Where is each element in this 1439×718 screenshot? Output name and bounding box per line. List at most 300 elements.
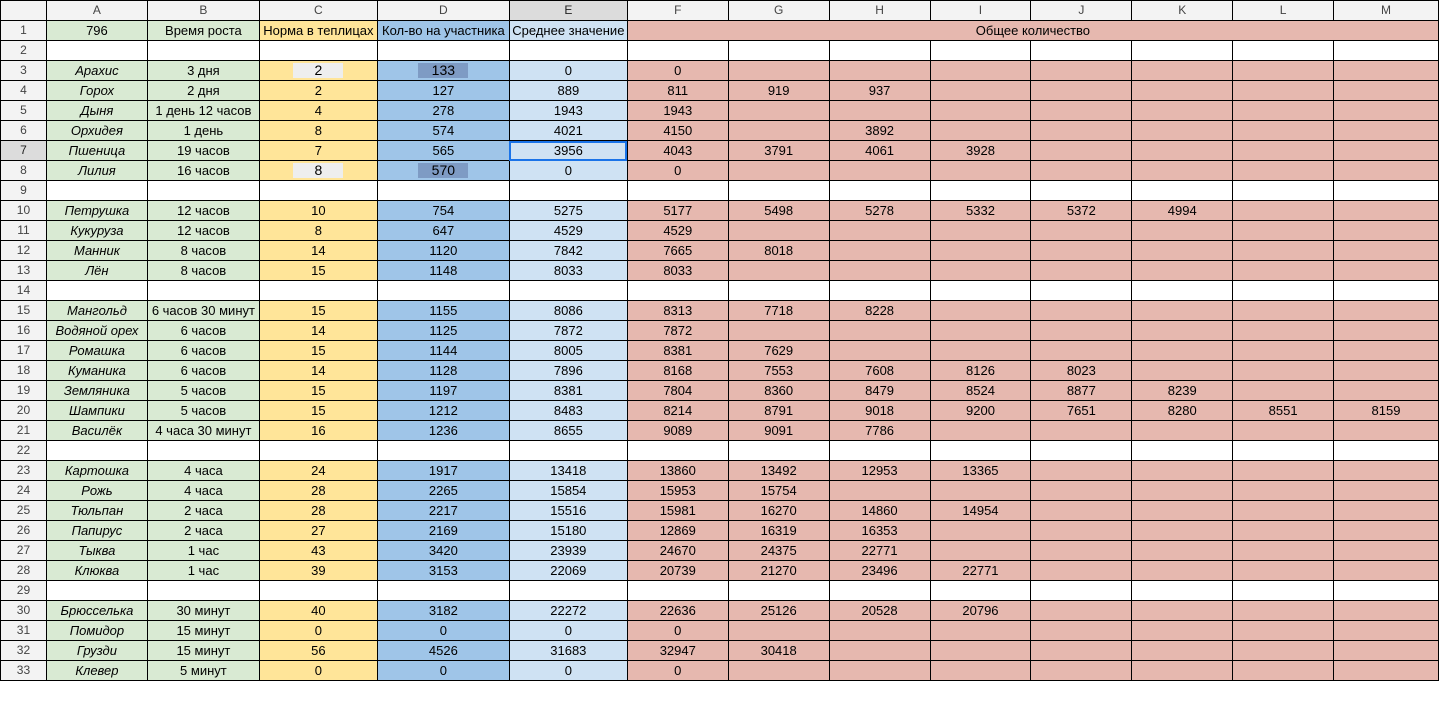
cell-k32[interactable]: [1132, 641, 1233, 661]
cell-m3[interactable]: [1334, 61, 1439, 81]
cell-g25[interactable]: 16270: [728, 501, 829, 521]
cell-d25[interactable]: 2217: [377, 501, 509, 521]
row-header[interactable]: 30: [1, 601, 47, 621]
cell-m5[interactable]: [1334, 101, 1439, 121]
cell-f8[interactable]: 0: [627, 161, 728, 181]
cell-c6[interactable]: 8: [259, 121, 377, 141]
cell-c3[interactable]: [259, 61, 377, 81]
cell-j7[interactable]: [1031, 141, 1132, 161]
cell-m20[interactable]: 8159: [1334, 401, 1439, 421]
cell-h32[interactable]: [829, 641, 930, 661]
cell-c31[interactable]: 0: [259, 621, 377, 641]
cell-l3[interactable]: [1233, 61, 1334, 81]
row-header[interactable]: 22: [1, 441, 47, 461]
cell-l15[interactable]: [1233, 301, 1334, 321]
cell-j26[interactable]: [1031, 521, 1132, 541]
cell-d8[interactable]: [377, 161, 509, 181]
cell-l17[interactable]: [1233, 341, 1334, 361]
row-header[interactable]: 1: [1, 21, 47, 41]
cell-h33[interactable]: [829, 661, 930, 681]
cell-h6[interactable]: 3892: [829, 121, 930, 141]
cell-c2[interactable]: [259, 41, 377, 61]
cell-e28[interactable]: 22069: [509, 561, 627, 581]
cell-c20[interactable]: 15: [259, 401, 377, 421]
cell-l23[interactable]: [1233, 461, 1334, 481]
cell-g22[interactable]: [728, 441, 829, 461]
cell-e25[interactable]: 15516: [509, 501, 627, 521]
cell-c27[interactable]: 43: [259, 541, 377, 561]
cell-l6[interactable]: [1233, 121, 1334, 141]
cell-e26[interactable]: 15180: [509, 521, 627, 541]
cell-a13[interactable]: Лён: [46, 261, 147, 281]
row-header[interactable]: 2: [1, 41, 47, 61]
cell-f17[interactable]: 8381: [627, 341, 728, 361]
cell-k14[interactable]: [1132, 281, 1233, 301]
cell-k4[interactable]: [1132, 81, 1233, 101]
cell-d13[interactable]: 1148: [377, 261, 509, 281]
row-header[interactable]: 9: [1, 181, 47, 201]
cell-e30[interactable]: 22272: [509, 601, 627, 621]
cell-e19[interactable]: 8381: [509, 381, 627, 401]
cell-e14[interactable]: [509, 281, 627, 301]
cell-a11[interactable]: Кукуруза: [46, 221, 147, 241]
cell-g23[interactable]: 13492: [728, 461, 829, 481]
cell-g11[interactable]: [728, 221, 829, 241]
column-header-b[interactable]: B: [147, 1, 259, 21]
cell-m31[interactable]: [1334, 621, 1439, 641]
cell-a3[interactable]: Арахис: [46, 61, 147, 81]
cell-c17[interactable]: 15: [259, 341, 377, 361]
row-header[interactable]: 15: [1, 301, 47, 321]
cell-l32[interactable]: [1233, 641, 1334, 661]
cell-j31[interactable]: [1031, 621, 1132, 641]
cell-d24[interactable]: 2265: [377, 481, 509, 501]
cell-b3[interactable]: 3 дня: [147, 61, 259, 81]
cell-d22[interactable]: [377, 441, 509, 461]
cell-d6[interactable]: 574: [377, 121, 509, 141]
cell-b11[interactable]: 12 часов: [147, 221, 259, 241]
cell-e2[interactable]: [509, 41, 627, 61]
column-header-g[interactable]: G: [728, 1, 829, 21]
cell-e32[interactable]: 31683: [509, 641, 627, 661]
cell-e3[interactable]: 0: [509, 61, 627, 81]
cell-f29[interactable]: [627, 581, 728, 601]
row-header[interactable]: 4: [1, 81, 47, 101]
cell-h15[interactable]: 8228: [829, 301, 930, 321]
cell-e27[interactable]: 23939: [509, 541, 627, 561]
row-header[interactable]: 33: [1, 661, 47, 681]
cell-l27[interactable]: [1233, 541, 1334, 561]
cell-f10[interactable]: 5177: [627, 201, 728, 221]
cell-k15[interactable]: [1132, 301, 1233, 321]
cell-e23[interactable]: 13418: [509, 461, 627, 481]
cell-e5[interactable]: 1943: [509, 101, 627, 121]
row-header[interactable]: 21: [1, 421, 47, 441]
cell-f20[interactable]: 8214: [627, 401, 728, 421]
cell-b13[interactable]: 8 часов: [147, 261, 259, 281]
cell-m12[interactable]: [1334, 241, 1439, 261]
cell-a15[interactable]: Мангольд: [46, 301, 147, 321]
row-header[interactable]: 19: [1, 381, 47, 401]
cell-b33[interactable]: 5 минут: [147, 661, 259, 681]
cell-c33[interactable]: 0: [259, 661, 377, 681]
cell-h10[interactable]: 5278: [829, 201, 930, 221]
cell-k2[interactable]: [1132, 41, 1233, 61]
cell-c32[interactable]: 56: [259, 641, 377, 661]
cell-c30[interactable]: 40: [259, 601, 377, 621]
cell-e16[interactable]: 7872: [509, 321, 627, 341]
cell-i20[interactable]: 9200: [930, 401, 1031, 421]
cell-m27[interactable]: [1334, 541, 1439, 561]
cell-j8[interactable]: [1031, 161, 1132, 181]
cell-i33[interactable]: [930, 661, 1031, 681]
row-header[interactable]: 29: [1, 581, 47, 601]
cell-a14[interactable]: [46, 281, 147, 301]
cell-h31[interactable]: [829, 621, 930, 641]
cell-d17[interactable]: 1144: [377, 341, 509, 361]
cell-c25[interactable]: 28: [259, 501, 377, 521]
cell-f3[interactable]: 0: [627, 61, 728, 81]
cell-e22[interactable]: [509, 441, 627, 461]
cell-i15[interactable]: [930, 301, 1031, 321]
cell-a19[interactable]: Земляника: [46, 381, 147, 401]
cell-f18[interactable]: 8168: [627, 361, 728, 381]
cell-j24[interactable]: [1031, 481, 1132, 501]
cell-g27[interactable]: 24375: [728, 541, 829, 561]
cell-k29[interactable]: [1132, 581, 1233, 601]
cell-b7[interactable]: 19 часов: [147, 141, 259, 161]
cell-k23[interactable]: [1132, 461, 1233, 481]
cell-m23[interactable]: [1334, 461, 1439, 481]
cell-c8[interactable]: [259, 161, 377, 181]
cell-a31[interactable]: Помидор: [46, 621, 147, 641]
cell-m6[interactable]: [1334, 121, 1439, 141]
cell-k26[interactable]: [1132, 521, 1233, 541]
cell-c29[interactable]: [259, 581, 377, 601]
cell-a28[interactable]: Клюква: [46, 561, 147, 581]
cell-f16[interactable]: 7872: [627, 321, 728, 341]
cell-k10[interactable]: 4994: [1132, 201, 1233, 221]
cell-k18[interactable]: [1132, 361, 1233, 381]
cell-a9[interactable]: [46, 181, 147, 201]
cell-f9[interactable]: [627, 181, 728, 201]
cell-d5[interactable]: 278: [377, 101, 509, 121]
cell-f27[interactable]: 24670: [627, 541, 728, 561]
cell-g5[interactable]: [728, 101, 829, 121]
row-header[interactable]: 8: [1, 161, 47, 181]
cell-j27[interactable]: [1031, 541, 1132, 561]
column-header-m[interactable]: M: [1334, 1, 1439, 21]
cell-e18[interactable]: 7896: [509, 361, 627, 381]
cell-m8[interactable]: [1334, 161, 1439, 181]
cell-d27[interactable]: 3420: [377, 541, 509, 561]
cell-c14[interactable]: [259, 281, 377, 301]
cell-k25[interactable]: [1132, 501, 1233, 521]
cell-b18[interactable]: 6 часов: [147, 361, 259, 381]
cell-b25[interactable]: 2 часа: [147, 501, 259, 521]
cell-c5[interactable]: 4: [259, 101, 377, 121]
cell-l12[interactable]: [1233, 241, 1334, 261]
cell-g15[interactable]: 7718: [728, 301, 829, 321]
row-header[interactable]: 14: [1, 281, 47, 301]
row-header[interactable]: 23: [1, 461, 47, 481]
cell-b28[interactable]: 1 час: [147, 561, 259, 581]
cell-h30[interactable]: 20528: [829, 601, 930, 621]
cell-e21[interactable]: 8655: [509, 421, 627, 441]
cell-j32[interactable]: [1031, 641, 1132, 661]
cell-b8[interactable]: 16 часов: [147, 161, 259, 181]
cell-g16[interactable]: [728, 321, 829, 341]
cell-a25[interactable]: Тюльпан: [46, 501, 147, 521]
cell-h4[interactable]: 937: [829, 81, 930, 101]
cell-k9[interactable]: [1132, 181, 1233, 201]
cell-a1[interactable]: 796: [46, 21, 147, 41]
cell-c15[interactable]: 15: [259, 301, 377, 321]
cell-m19[interactable]: [1334, 381, 1439, 401]
cell-j14[interactable]: [1031, 281, 1132, 301]
row-header[interactable]: 18: [1, 361, 47, 381]
cell-h14[interactable]: [829, 281, 930, 301]
cell-l21[interactable]: [1233, 421, 1334, 441]
cell-d4[interactable]: 127: [377, 81, 509, 101]
row-header[interactable]: 11: [1, 221, 47, 241]
cell-g29[interactable]: [728, 581, 829, 601]
cell-k22[interactable]: [1132, 441, 1233, 461]
column-header-l[interactable]: L: [1233, 1, 1334, 21]
cell-j19[interactable]: 8877: [1031, 381, 1132, 401]
cell-l28[interactable]: [1233, 561, 1334, 581]
cell-g21[interactable]: 9091: [728, 421, 829, 441]
cell-l9[interactable]: [1233, 181, 1334, 201]
cell-l14[interactable]: [1233, 281, 1334, 301]
cell-f1-merged[interactable]: Общее количество: [627, 21, 1438, 41]
row-header[interactable]: 16: [1, 321, 47, 341]
cell-j25[interactable]: [1031, 501, 1132, 521]
cell-d1[interactable]: Кол-во на участника: [377, 21, 509, 41]
cell-i28[interactable]: 22771: [930, 561, 1031, 581]
cell-c1[interactable]: Норма в теплицах: [259, 21, 377, 41]
cell-g17[interactable]: 7629: [728, 341, 829, 361]
cell-i9[interactable]: [930, 181, 1031, 201]
cell-d3[interactable]: [377, 61, 509, 81]
cell-j5[interactable]: [1031, 101, 1132, 121]
column-header-i[interactable]: I: [930, 1, 1031, 21]
cell-i25[interactable]: 14954: [930, 501, 1031, 521]
row-header[interactable]: 7: [1, 141, 47, 161]
cell-f31[interactable]: 0: [627, 621, 728, 641]
cell-a16[interactable]: Водяной орех: [46, 321, 147, 341]
cell-a17[interactable]: Ромашка: [46, 341, 147, 361]
cell-f25[interactable]: 15981: [627, 501, 728, 521]
cell-f5[interactable]: 1943: [627, 101, 728, 121]
cell-e15[interactable]: 8086: [509, 301, 627, 321]
cell-m15[interactable]: [1334, 301, 1439, 321]
cell-i5[interactable]: [930, 101, 1031, 121]
cell-h11[interactable]: [829, 221, 930, 241]
cell-a18[interactable]: Куманика: [46, 361, 147, 381]
cell-d15[interactable]: 1155: [377, 301, 509, 321]
cell-g6[interactable]: [728, 121, 829, 141]
cell-i18[interactable]: 8126: [930, 361, 1031, 381]
cell-h17[interactable]: [829, 341, 930, 361]
cell-h5[interactable]: [829, 101, 930, 121]
cell-b21[interactable]: 4 часа 30 минут: [147, 421, 259, 441]
cell-a20[interactable]: Шампики: [46, 401, 147, 421]
cell-e11[interactable]: 4529: [509, 221, 627, 241]
cell-f33[interactable]: 0: [627, 661, 728, 681]
cell-m9[interactable]: [1334, 181, 1439, 201]
cell-j4[interactable]: [1031, 81, 1132, 101]
cell-l8[interactable]: [1233, 161, 1334, 181]
cell-k8[interactable]: [1132, 161, 1233, 181]
cell-m22[interactable]: [1334, 441, 1439, 461]
cell-j18[interactable]: 8023: [1031, 361, 1132, 381]
cell-m14[interactable]: [1334, 281, 1439, 301]
cell-a29[interactable]: [46, 581, 147, 601]
cell-f7[interactable]: 4043: [627, 141, 728, 161]
cell-d28[interactable]: 3153: [377, 561, 509, 581]
cell-l26[interactable]: [1233, 521, 1334, 541]
cell-g8[interactable]: [728, 161, 829, 181]
cell-d20[interactable]: 1212: [377, 401, 509, 421]
cell-f14[interactable]: [627, 281, 728, 301]
cell-e17[interactable]: 8005: [509, 341, 627, 361]
cell-h12[interactable]: [829, 241, 930, 261]
cell-k30[interactable]: [1132, 601, 1233, 621]
cell-b5[interactable]: 1 день 12 часов: [147, 101, 259, 121]
cell-b1[interactable]: Время роста: [147, 21, 259, 41]
cell-f2[interactable]: [627, 41, 728, 61]
cell-h9[interactable]: [829, 181, 930, 201]
cell-f24[interactable]: 15953: [627, 481, 728, 501]
cell-k16[interactable]: [1132, 321, 1233, 341]
cell-k27[interactable]: [1132, 541, 1233, 561]
cell-c18[interactable]: 14: [259, 361, 377, 381]
cell-i3[interactable]: [930, 61, 1031, 81]
cell-b16[interactable]: 6 часов: [147, 321, 259, 341]
cell-c10[interactable]: 10: [259, 201, 377, 221]
cell-k12[interactable]: [1132, 241, 1233, 261]
cell-b19[interactable]: 5 часов: [147, 381, 259, 401]
row-header[interactable]: 12: [1, 241, 47, 261]
cell-h16[interactable]: [829, 321, 930, 341]
cell-a4[interactable]: Горох: [46, 81, 147, 101]
cell-f11[interactable]: 4529: [627, 221, 728, 241]
column-header-f[interactable]: F: [627, 1, 728, 21]
column-header-a[interactable]: A: [46, 1, 147, 21]
row-header[interactable]: 10: [1, 201, 47, 221]
cell-e24[interactable]: 15854: [509, 481, 627, 501]
cell-h26[interactable]: 16353: [829, 521, 930, 541]
cell-m13[interactable]: [1334, 261, 1439, 281]
cell-l22[interactable]: [1233, 441, 1334, 461]
cell-b10[interactable]: 12 часов: [147, 201, 259, 221]
cell-m25[interactable]: [1334, 501, 1439, 521]
cell-j12[interactable]: [1031, 241, 1132, 261]
cell-c22[interactable]: [259, 441, 377, 461]
cell-k31[interactable]: [1132, 621, 1233, 641]
cell-l19[interactable]: [1233, 381, 1334, 401]
row-header[interactable]: 24: [1, 481, 47, 501]
cell-j2[interactable]: [1031, 41, 1132, 61]
cell-j21[interactable]: [1031, 421, 1132, 441]
cell-f6[interactable]: 4150: [627, 121, 728, 141]
cell-j20[interactable]: 7651: [1031, 401, 1132, 421]
cell-f30[interactable]: 22636: [627, 601, 728, 621]
cell-d9[interactable]: [377, 181, 509, 201]
cell-i11[interactable]: [930, 221, 1031, 241]
cell-g26[interactable]: 16319: [728, 521, 829, 541]
cell-m18[interactable]: [1334, 361, 1439, 381]
cell-h8[interactable]: [829, 161, 930, 181]
cell-i10[interactable]: 5332: [930, 201, 1031, 221]
cell-d32[interactable]: 4526: [377, 641, 509, 661]
cell-b32[interactable]: 15 минут: [147, 641, 259, 661]
cell-h19[interactable]: 8479: [829, 381, 930, 401]
cell-i12[interactable]: [930, 241, 1031, 261]
cell-j23[interactable]: [1031, 461, 1132, 481]
row-header[interactable]: 26: [1, 521, 47, 541]
cell-e7-selected[interactable]: 3956: [509, 141, 627, 161]
cell-j29[interactable]: [1031, 581, 1132, 601]
cell-j15[interactable]: [1031, 301, 1132, 321]
cell-b14[interactable]: [147, 281, 259, 301]
cell-d19[interactable]: 1197: [377, 381, 509, 401]
cell-c24[interactable]: 28: [259, 481, 377, 501]
cell-d30[interactable]: 3182: [377, 601, 509, 621]
cell-h22[interactable]: [829, 441, 930, 461]
cell-h3[interactable]: [829, 61, 930, 81]
cell-l7[interactable]: [1233, 141, 1334, 161]
cell-b20[interactable]: 5 часов: [147, 401, 259, 421]
cell-g33[interactable]: [728, 661, 829, 681]
cell-h21[interactable]: 7786: [829, 421, 930, 441]
cell-m28[interactable]: [1334, 561, 1439, 581]
cell-d29[interactable]: [377, 581, 509, 601]
cell-b12[interactable]: 8 часов: [147, 241, 259, 261]
cell-c11[interactable]: 8: [259, 221, 377, 241]
cell-c13[interactable]: 15: [259, 261, 377, 281]
cell-l11[interactable]: [1233, 221, 1334, 241]
cell-c19[interactable]: 15: [259, 381, 377, 401]
cell-i23[interactable]: 13365: [930, 461, 1031, 481]
cell-d12[interactable]: 1120: [377, 241, 509, 261]
cell-a24[interactable]: Рожь: [46, 481, 147, 501]
cell-l16[interactable]: [1233, 321, 1334, 341]
cell-b9[interactable]: [147, 181, 259, 201]
cell-a22[interactable]: [46, 441, 147, 461]
cell-j30[interactable]: [1031, 601, 1132, 621]
cell-j10[interactable]: 5372: [1031, 201, 1132, 221]
cell-m7[interactable]: [1334, 141, 1439, 161]
cell-i4[interactable]: [930, 81, 1031, 101]
row-header[interactable]: 5: [1, 101, 47, 121]
cell-f28[interactable]: 20739: [627, 561, 728, 581]
cell-g20[interactable]: 8791: [728, 401, 829, 421]
cell-a8[interactable]: Лилия: [46, 161, 147, 181]
cell-h2[interactable]: [829, 41, 930, 61]
cell-i26[interactable]: [930, 521, 1031, 541]
cell-f23[interactable]: 13860: [627, 461, 728, 481]
cell-d26[interactable]: 2169: [377, 521, 509, 541]
cell-f19[interactable]: 7804: [627, 381, 728, 401]
cell-m16[interactable]: [1334, 321, 1439, 341]
cell-j3[interactable]: [1031, 61, 1132, 81]
cell-b27[interactable]: 1 час: [147, 541, 259, 561]
cell-d14[interactable]: [377, 281, 509, 301]
cell-k11[interactable]: [1132, 221, 1233, 241]
cell-l33[interactable]: [1233, 661, 1334, 681]
